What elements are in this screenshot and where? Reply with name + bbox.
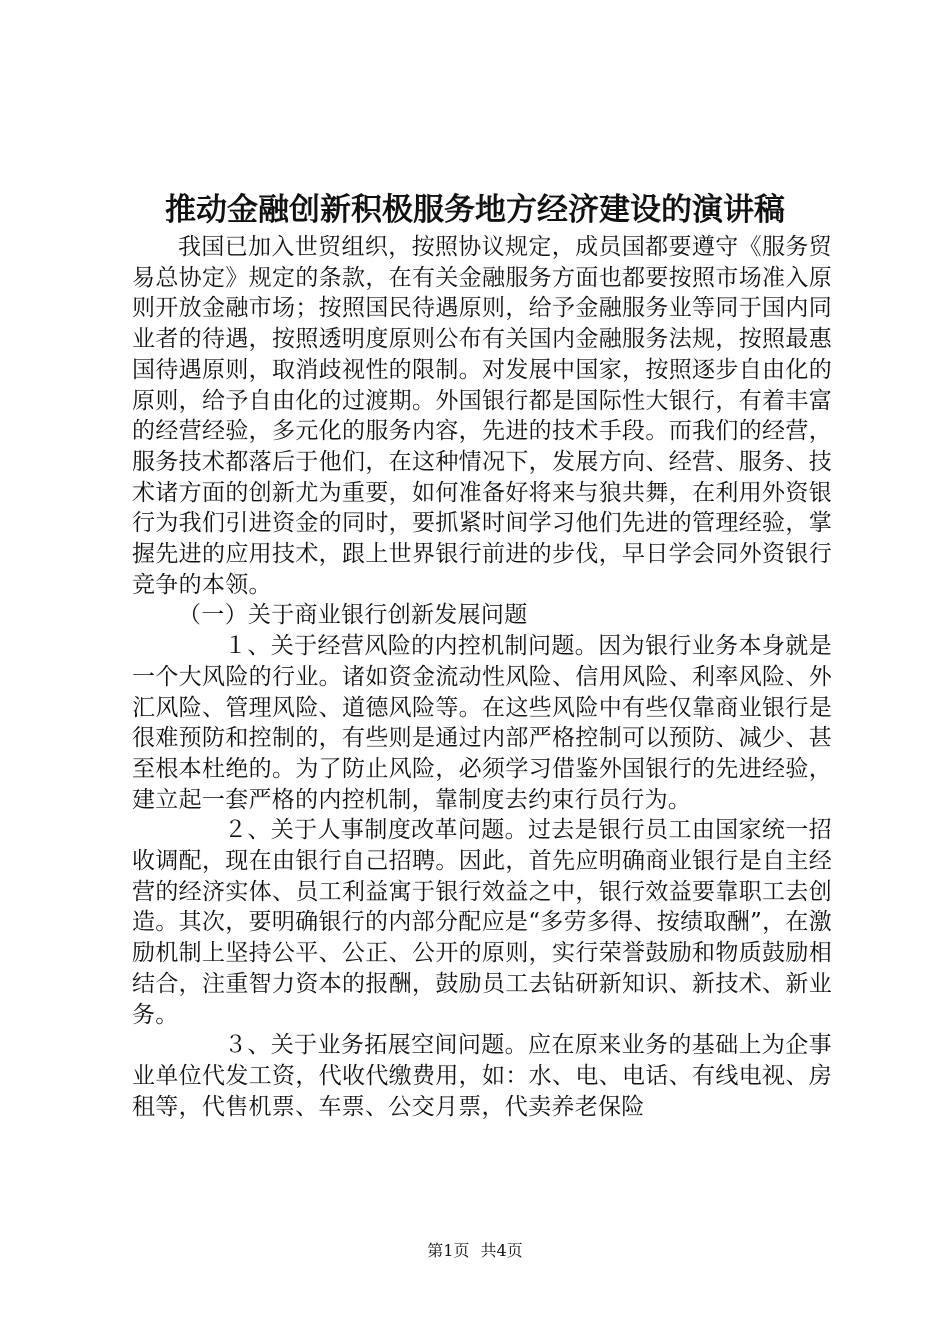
section-heading: （一）关于商业银行创新发展问题 (178, 602, 528, 629)
item-paragraph-2: ２、关于人事制度改革问题。过去是银行员工由国家统一招收调配，现在由银行自己招聘。因此，首先应明确商业银行是自主经营的经济实体、员工利益寓于银行效益之中，银行效益要靠职工去创造。其次，要明确银行的内部分配应是“多劳多得、按绩取酬”，在激励机制上坚持公平、公正、公开的原则，实行荣誉鼓励和物质鼓励相结合，注重智力资本的报酬，鼓励员工去钻研新知识、新技术、新业务。 (132, 817, 832, 1028)
intro-paragraph: 我国已加入世贸组织，按照协议规定，成员国都要遵守《服务贸易总协定》规定的条款，在有关金融服务方面也都要按照市场准入原则开放金融市场；按照国民待遇原则，给予金融服务业等同于国内同业者的待遇，按照透明度原则公布有关国内金融服务法规，按照最惠国待遇原则，取消歧视性的限制。对发展中国家，按照逐步自由化的原则，给予自由化的过渡期。外国银行都是国际性大银行，有着丰富的经营经验，多元化的服务内容，先进的技术手段。而我们的经营，服务技术都落后于他们，在这种情况下，发展方向、经营、服务、技术诸方面的创新尤为重要，如何准备好将来与狼共舞，在利用外资银行为我们引进资金的同时，要抓紧时间学习他们先进的管理经验，掌握先进的应用技术，跟上世界银行前进的步伐，早日学会同外资银行竞争的本领。 (132, 234, 832, 598)
document-title: 推动金融创新积极服务地方经济建设的演讲稿 (165, 192, 785, 228)
page-footer (0, 1240, 950, 1262)
item-paragraph-1: １、关于经营风险的内控机制问题。因为银行业务本身就是一个大风险的行业。诸如资金流动性风险、信用风险、利率风险、外汇风险、管理风险、道德风险等。在这些风险中有些仅靠商业银行是很难预防和控制的，有些则是通过内部严格控制可以预防、减少、甚至根本杜绝的。为了防止风险，必须学习借鉴外国银行的先进经验，建立起一套严格的内控机制，靠制度去约束行员行为。 (132, 633, 832, 813)
page-total: 共4页 (480, 1241, 523, 1260)
item-paragraph-3: ３、关于业务拓展空间问题。应在原来业务的基础上为企事业单位代发工资，代收代缴费用，如：水、电、电话、有线电视、房租等，代售机票、车票、公交月票，代卖养老保险 (132, 1032, 832, 1120)
document-body (132, 232, 832, 1122)
page-number: 第1页 (427, 1241, 470, 1260)
